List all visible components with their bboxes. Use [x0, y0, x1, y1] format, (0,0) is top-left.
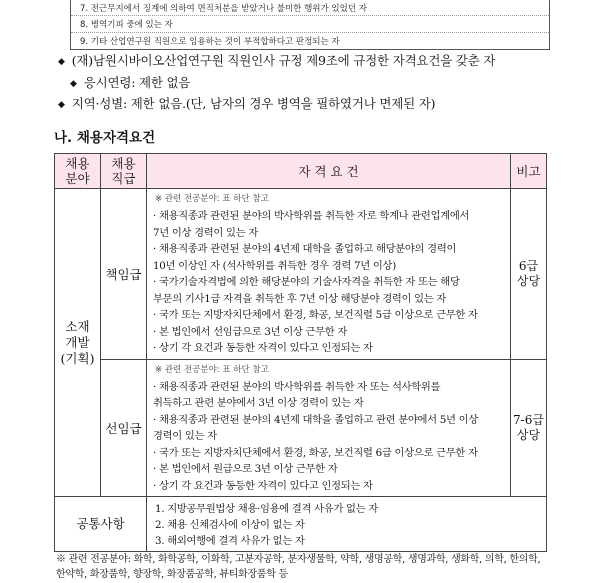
requirement-line: · 상기 각 요건과 동등한 자격이 있다고 인정되는 자 [153, 479, 373, 492]
table-row-senior [55, 359, 547, 497]
area-cell: 소재 개발 (기획) [55, 189, 101, 497]
requirement-line: · 본 법인에서 원급으로 3년 이상 근무한 자 [153, 463, 338, 475]
requirement-line: · 상기 각 요건과 동등한 자격이 있다고 인정되는 자 [153, 342, 373, 354]
requirement-line: · 국가기술자격법에 의한 해당분야의 기술사자격을 취득한 자 또는 해당 [153, 276, 460, 288]
major-reference-note: ※ 관련 전공분야: 표 하단 참고 [155, 194, 269, 204]
common-requirement-line: 1. 지방공무원법상 채용·임용에 결격 사유가 없는 자 [155, 502, 378, 515]
note-cell: 7-6급 상당 [511, 359, 547, 497]
divider [71, 15, 549, 16]
section-title: 나. 채용자격요건 [54, 130, 156, 146]
bullet-text: 응시연령: 제한 없음 [83, 75, 191, 90]
requirements-cell [147, 359, 511, 497]
common-requirement-line: 3. 해외여행에 결격 사유가 없는 자 [155, 534, 305, 547]
requirement-line: · 본 법인에서 선임급으로 3년 이상 근무한 자 [153, 325, 348, 338]
table-row-senior-responsible [55, 189, 547, 360]
disqualification-list-box [70, 0, 550, 50]
header-area: 채용 분야 [55, 154, 101, 189]
header-requirements: 자 격 요 건 [147, 154, 511, 189]
requirements-cell [147, 189, 511, 360]
major-fields-footnote: ※ 관련 전공분야: 화학, 화학공학, 이화학, 고분자공학, 분자생물학, 약학, 생명공학, 생명과학, 생화학, 의학, 한의학, 한약학, 화장품학, 향장학, 화장품공학, 뷰티화장품학 등 [56, 554, 541, 580]
requirement-line: 취득하고 관련 분야에서 3년 이상 경력이 있는 자 [153, 397, 364, 409]
diamond-bullet-icon: ◆ [58, 100, 65, 110]
table-header-row [55, 154, 547, 189]
grade-cell: 선임급 [101, 359, 147, 497]
requirement-line: 경력이 있는 자 [153, 430, 217, 442]
requirement-line: 10년 이상인 자 (석사학위를 취득한 경우 경력 7년 이상) [153, 259, 396, 272]
divider [71, 32, 549, 33]
requirement-line: 7년 이상 경력이 있는 자 [153, 226, 258, 239]
requirements-table [54, 153, 547, 552]
disqualification-item-9: 9. 기타 산업연구원 직원으로 임용하는 것이 부적합하다고 판정되는 자 [80, 37, 340, 47]
disqualification-item-7: 7. 전근무지에서 징계에 의하여 면직처분을 받았거나 불미한 행위가 있었던 자 [80, 4, 367, 14]
diamond-bullet-icon: ◆ [70, 79, 77, 89]
header-grade: 채용 직급 [101, 154, 147, 189]
requirement-line: · 채용직종과 관련된 분야의 4년제 대학을 졸업하고 해당분야의 경력이 [153, 243, 457, 255]
major-reference-note: ※ 관련 전공분야: 표 하단 참고 [155, 364, 269, 375]
requirement-line: · 채용직종과 관련된 분야의 박사학위를 취득한 자로 학계나 관련업계에서 [153, 210, 470, 222]
common-requirement-line: 2. 채용 신체검사에 이상이 없는 자 [155, 518, 305, 531]
requirement-line: · 채용직종과 관련된 분야의 박사학위를 취득한 자 또는 석사학위를 [153, 380, 441, 393]
requirement-line: 부문의 기사1급 자격을 취득한 후 7년 이상 해당분야 경력이 있는 자 [153, 292, 447, 305]
note-cell: 6급 상당 [511, 189, 547, 360]
common-requirements-cell [147, 497, 547, 552]
requirement-line: · 국가 또는 지방자치단체에서 환경, 화공, 보건직렬 5급 이상으로 근무한 자 [153, 309, 478, 321]
bullet-qualification-rule [58, 51, 495, 69]
requirement-line: · 국가 또는 지방자치단체에서 환경, 화공, 보건직렬 6급 이상으로 근무한 자 [153, 446, 478, 459]
bullet-text: 지역·성별: 제한 없음.(단, 남자의 경우 병역을 필하였거나 면제된 자) [71, 96, 436, 111]
disqualification-item-8: 8. 병역기피 중에 있는 자 [80, 20, 173, 30]
diamond-bullet-icon: ◆ [58, 57, 65, 67]
requirement-line: · 채용직종과 관련된 분야의 4년제 대학을 졸업하고 관련 분야에서 5년 이상 [153, 413, 478, 426]
bullet-age-limit [70, 73, 190, 91]
grade-cell: 책임급 [101, 189, 147, 360]
bullet-text: (재)남원시바이오산업연구원 직원인사 규정 제9조에 규정한 자격요건을 갖춘 자 [71, 53, 496, 68]
table-row-common [55, 497, 547, 552]
common-label-cell: 공통사항 [55, 497, 147, 552]
bullet-region-gender [58, 94, 435, 112]
header-note: 비고 [511, 154, 547, 189]
